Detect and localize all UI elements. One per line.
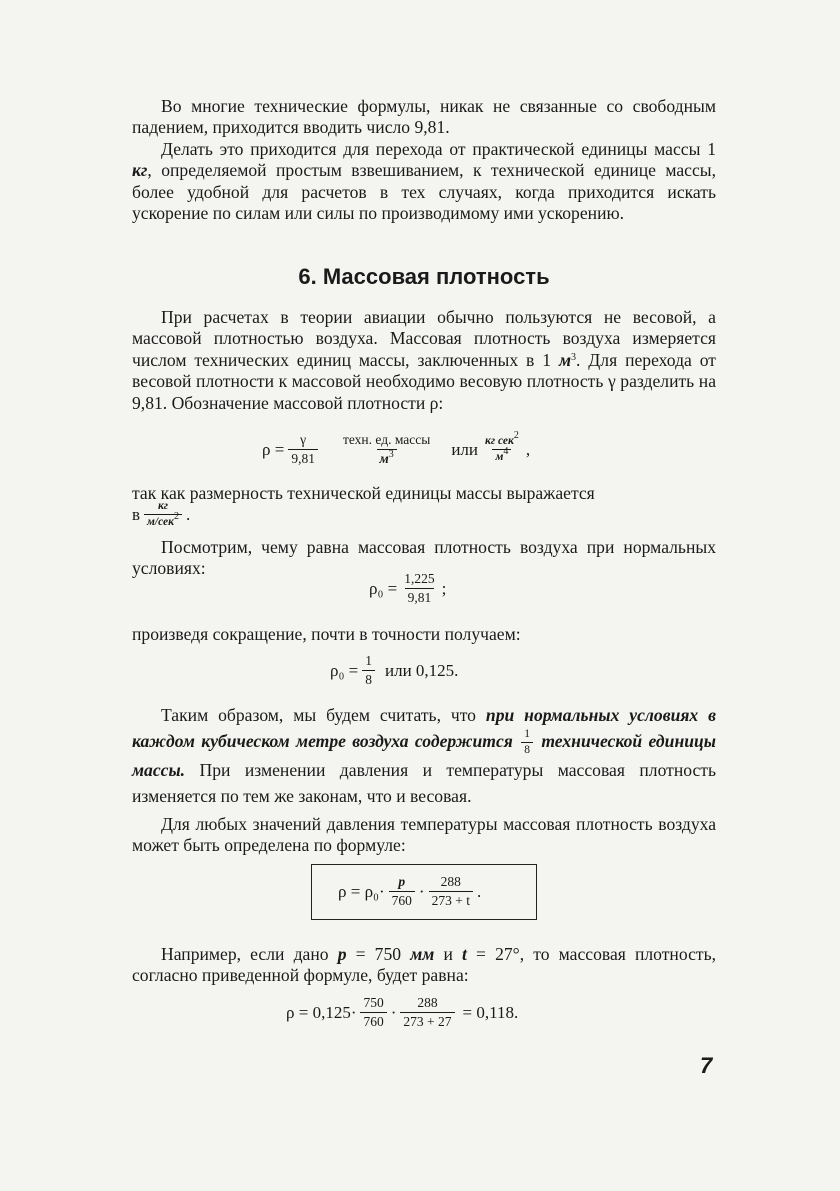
page-number: 7 — [700, 1053, 713, 1078]
paragraph-density-definition: При расчетах в теории авиации обычно пользуются не весовой, а массовой плотностью воздуха. Массовая плотность воздуха измеряется числом технических единиц массы, заключенных в 1 $м^3$. Для перехода от весовой плотности к массовой необходимо весовую плотность γ разделить на 9,81. Обозначение массовой плотности ρ: — [132, 307, 717, 413]
section-heading: 6. Массовая плотность — [298, 264, 550, 289]
fraction-kg-sec: $\frac{кг сек^2}{м^4}$ — [485, 430, 519, 463]
inline-unit-fraction: в $\frac{кг}{м/сек^2}$ . — [132, 500, 191, 528]
formula-rho0-fraction: ρ₀ = $\frac{1,225}{9,81}$ ; — [369, 571, 447, 605]
paragraph-dimension: так как размерность технической единицы массы выражается — [132, 483, 595, 503]
paragraph-reduction: произведя сокращение, почти в точности получаем: — [132, 624, 521, 644]
formula-rho0-value: ρ₀ = $\frac{1}{8}$ или 0,125. — [330, 653, 459, 687]
paragraph-normal-conditions: Посмотрим, чему равна массовая плотность воздуха при нормальных условиях: — [132, 537, 716, 579]
paragraph-intro: Во многие технические формулы, никак не связанные со свободным падением, приходится вводить число 9,81. — [132, 96, 716, 138]
fraction-gamma: $\frac{\gamma}{9,81}$ — [288, 432, 318, 467]
paragraph-formula-intro: Для любых значений давления температуры массовая плотность воздуха может быть определена по формуле: — [132, 814, 716, 856]
unit-kg: кг — [132, 160, 148, 181]
paragraph-mass-units: Делать это приходится для перехода от практической единицы массы 1 кг, определяемой простым взвешиванием, к технической единице массы, более удобной для расчетов в тех случаях, когда приходится искать ускорение по силам или силы по производимому ими ускорению. — [132, 139, 716, 224]
formula-density-general: ρ = ρ₀· $\frac{p}{760}$ · $\frac{288}{273 + t}$ . — [338, 874, 482, 908]
paragraph-conclusion: Таким образом, мы будем считать, что при нормальных условиях в каждом кубическом метре воздуха содержится $\frac{1}{8}$ технической единицы массы. При изменении давления и температуры массовая плотность изменяется по тем же законам, что и весовая. — [132, 705, 716, 807]
formula-density-units: ρ = $\frac{\gamma}{9,81}$ $\frac{\text{техн. ед. массы}}{м^3}$ или $\frac{кг сек^2}{м^4}$ , — [262, 430, 531, 466]
fraction-tech-mass: $\frac{\text{техн. ед. массы}}{м^3}$ — [342, 432, 431, 466]
paragraph-example: Например, если дано p = 750 мм и t = 27°, то массовая плотность, согласно приведенной формуле, будет равна: — [132, 944, 716, 986]
formula-example-result: ρ = 0,125· $\frac{750}{760}$ · $\frac{288}{273 + 27}$ = 0,118. — [286, 995, 519, 1029]
